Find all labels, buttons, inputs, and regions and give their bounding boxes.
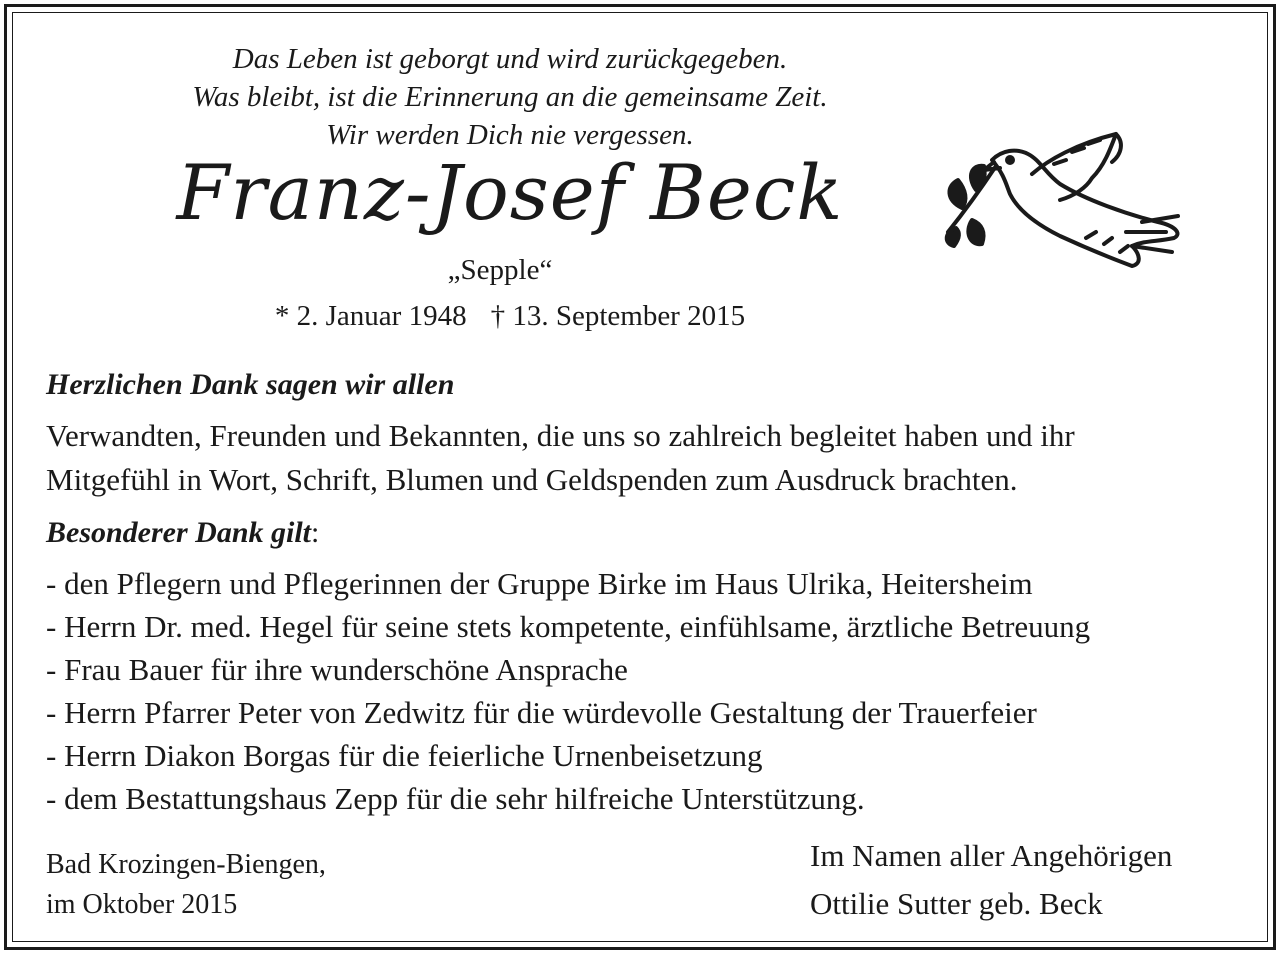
date: im Oktober 2015 [46,889,238,920]
motto-line-1: Das Leben ist geborgt und wird zurückgegeben. [232,43,788,75]
special-thanks-list [46,562,1246,820]
deceased-name: Franz-Josef Beck [176,148,844,237]
life-dates [220,300,800,333]
thanks-heading: Herzlichen Dank sagen wir allen [46,368,455,401]
special-thanks-colon: : [311,516,320,549]
signature-line-1: Im Namen aller Angehörigen [810,838,1173,873]
thanks-text-line-2: Mitgefühl in Wort, Schrift, Blumen und Geldspenden zum Ausdruck brachten. [46,462,1018,497]
list-item: - den Pflegern und Pflegerinnen der Gruppe Birke im Haus Ulrika, Heitersheim [46,566,1033,601]
thanks-text-line-1: Verwandten, Freunden und Bekannten, die uns so zahlreich begleitet haben und ihr [46,418,1075,453]
list-item: - Herrn Dr. med. Hegel für seine stets kompetente, einfühlsame, ärztliche Betreuung [46,609,1091,644]
place: Bad Krozingen-Biengen, [46,849,326,880]
signature-line-2: Ottilie Sutter geb. Beck [810,886,1103,921]
motto [80,40,940,154]
thanks-text [46,414,1246,502]
list-item: - Frau Bauer für ihre wunderschöne Ansprache [46,652,628,687]
motto-line-3: Wir werden Dich nie vergessen. [326,119,694,151]
list-item: - dem Bestattungshaus Zepp für die sehr hilfreiche Unterstützung. [46,781,865,816]
list-item: - Herrn Pfarrer Peter von Zedwitz für die würdevolle Gestaltung der Trauerfeier [46,695,1037,730]
birth-date: * 2. Januar 1948 [274,300,467,332]
death-date: † 13. September 2015 [490,300,746,332]
signature-block [810,832,1172,928]
motto-line-2: Was bleibt, ist die Erinnerung an die gemeinsame Zeit. [192,81,828,113]
special-thanks-heading-text: Besonderer Dank gilt [46,516,312,549]
dove-with-olive-branch-icon [936,120,1192,280]
place-and-date [46,845,326,925]
list-item: - Herrn Diakon Borgas für die feierliche Urnenbeisetzung [46,738,763,773]
deceased-nickname: „Sepple“ [447,254,553,286]
special-thanks-heading [46,516,319,550]
